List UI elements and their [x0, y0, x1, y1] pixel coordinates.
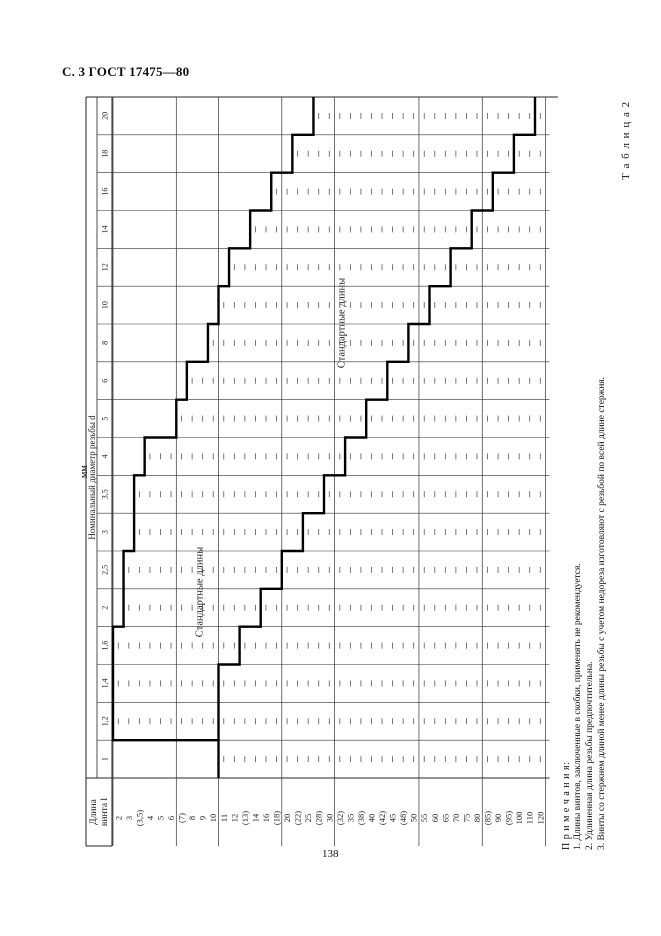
length-label: 70	[450, 813, 461, 823]
diameter-header: 2,5	[100, 564, 110, 575]
length-label: 6	[166, 815, 177, 821]
length-label: (28)	[313, 810, 324, 826]
length-label: 110	[524, 811, 535, 825]
diameter-header: 1,4	[100, 678, 110, 689]
units-label: мм	[79, 465, 90, 478]
length-label: (48)	[398, 810, 409, 826]
length-label: 50	[408, 813, 419, 823]
diameter-header: 3,5	[100, 489, 110, 500]
length-label: 5	[155, 815, 166, 821]
length-label: 25	[303, 813, 314, 823]
length-label: (3,5)	[134, 809, 145, 827]
length-label: (85)	[482, 810, 493, 826]
note-1: 1. Длины винтов, заключенные в скобки, применять не рекомендуется.	[573, 563, 583, 850]
length-label: 55	[419, 813, 430, 823]
length-label: (38)	[355, 810, 366, 826]
length-label: 4	[144, 815, 155, 821]
diameter-header: 5	[100, 416, 110, 421]
standard-lengths-label: Стандартные длины	[194, 546, 206, 638]
length-label: 60	[429, 813, 440, 823]
diameter-header: 14	[100, 225, 110, 234]
length-label: 11	[218, 813, 229, 823]
length-label: (13)	[239, 810, 250, 826]
length-label: 12	[229, 813, 240, 823]
length-label: (18)	[271, 810, 282, 826]
diameter-header: 10	[100, 301, 110, 310]
length-label: 20	[282, 813, 293, 823]
diameter-header: 16	[100, 187, 110, 196]
length-label: 75	[461, 813, 472, 823]
length-label: 2	[113, 815, 124, 821]
page-number: 138	[322, 848, 339, 860]
length-label: 14	[250, 813, 261, 823]
length-label: (7)	[176, 813, 187, 823]
length-label: 30	[324, 813, 335, 823]
length-label: 16	[260, 813, 271, 823]
length-label: (95)	[503, 810, 514, 826]
diameter-header: 18	[100, 149, 110, 158]
diameter-header: 1,6	[100, 640, 110, 651]
note-2: 2. Удлиненная длина резьбы предпочтительна.	[585, 661, 595, 850]
diameter-header: 1	[100, 757, 110, 762]
length-label: 120	[535, 811, 546, 825]
length-label: (22)	[292, 810, 303, 826]
diameter-header: 3	[100, 530, 110, 535]
row-header-title: винта l	[100, 797, 110, 827]
length-label: 3	[123, 815, 134, 821]
length-label: (32)	[334, 810, 345, 826]
length-label: 65	[440, 813, 451, 823]
diameter-header: 6	[100, 378, 110, 383]
length-label: 9	[197, 815, 208, 821]
standard-lengths-label: Стандартные длины	[336, 277, 348, 369]
note-3: 3. Винты со стержнем длиной менее длины резьбы с учетом недореза изготовляют с резьбой по всей длине стержня.	[597, 376, 607, 850]
column-group-title: Номинальный диаметр резьбы d	[87, 415, 97, 540]
notes-title: П р и м е ч а н и я:	[561, 761, 572, 850]
row-header-title: Длина	[89, 799, 99, 825]
table-label: Т а б л и ц а 2	[620, 100, 632, 180]
length-label: 40	[366, 813, 377, 823]
diameter-header: 20	[100, 111, 110, 120]
diameter-header: 12	[100, 263, 110, 272]
length-label: 100	[514, 811, 525, 825]
length-label: (42)	[377, 810, 388, 826]
length-label: 10	[208, 813, 219, 823]
length-label: 35	[345, 813, 356, 823]
diameter-header: 2	[100, 605, 110, 610]
page-header: С. 3 ГОСТ 17475—80	[62, 64, 190, 79]
diameter-header: 1,2	[100, 716, 110, 727]
length-label: 90	[493, 813, 504, 823]
diameter-header: 8	[100, 340, 110, 345]
diameter-header: 4	[100, 454, 110, 459]
length-label: 8	[187, 815, 198, 821]
length-label: 80	[471, 813, 482, 823]
length-label: 45	[387, 813, 398, 823]
